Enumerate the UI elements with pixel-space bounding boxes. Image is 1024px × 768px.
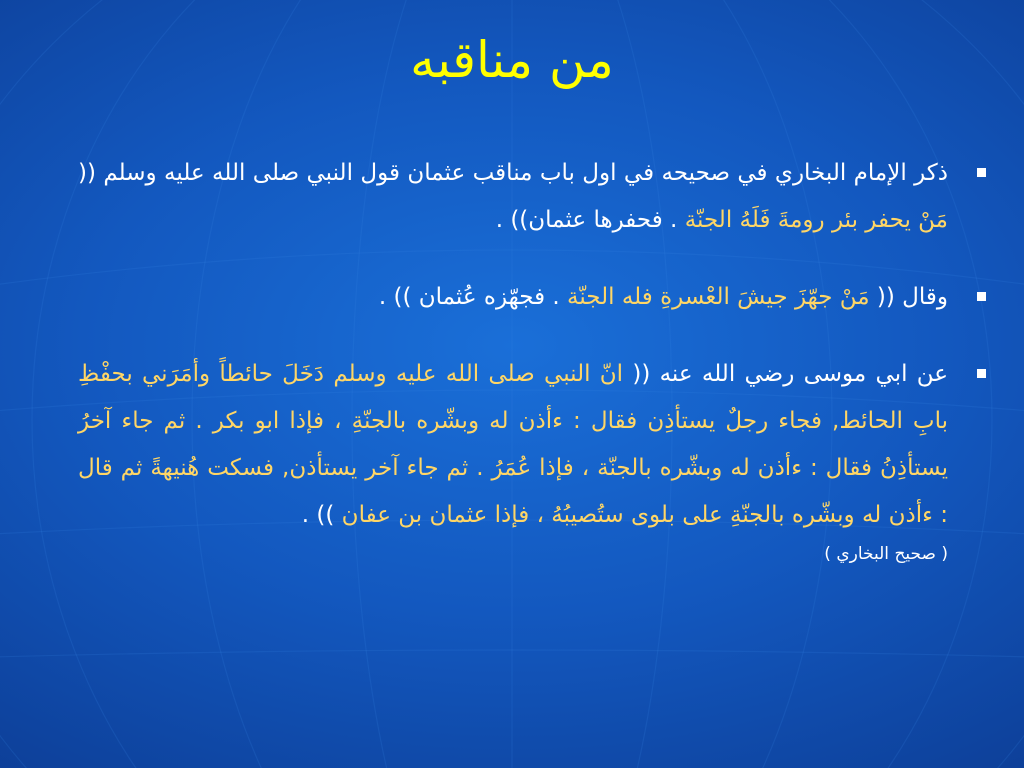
item-text: . فجهّزه عُثمان )) . <box>378 284 568 310</box>
item-text: عن ابي موسى رضي الله عنه (( <box>623 361 948 387</box>
list-item <box>78 274 948 321</box>
slide-title: من مناقبه <box>410 31 614 89</box>
list-item <box>78 150 948 244</box>
hadith-quote: مَنْ يحفر بئر رومةَ فَلَهُ الجنّة <box>684 207 948 233</box>
source-citation: ( صحيح البخاري ) <box>824 544 948 564</box>
item-text: ذكر الإمام البخاري في صحيحه في اول باب مناقب عثمان قول النبي صلى الله عليه وسلم (( <box>78 160 948 186</box>
square-bullet-icon <box>977 369 986 378</box>
list-item <box>78 351 948 569</box>
bullet-list <box>78 150 948 569</box>
square-bullet-icon <box>977 168 986 177</box>
hadith-quote: انّ النبي صلى الله عليه وسلم دَخَلَ حائطاً وأمَرَني بحفْظِ بابِ الحائط, فجاء رجلٌ يستأذِن فقال : ءأذن له وبشّره بالجنّةِ ، فإذا ابو بكر . ثم جاء آخرُ يستأذِنُ فقال : ءأذن له وبشّره بالجنّة ، فإذا عُمَرُ . ثم جاء آخر يستأذن, فسكت هُنيهةً ثم قال : ءأذن له وبشّره بالجنّةِ على بلوى ستُصيبُهُ ، فإذا عثمان بن عفان <box>78 361 948 528</box>
item-text: وقال (( <box>869 284 948 310</box>
square-bullet-icon <box>977 292 986 301</box>
item-text: . فحفرها عثمان)) . <box>495 207 685 233</box>
hadith-quote: مَنْ جهّزَ جيشَ العْسرةِ فله الجنّة <box>567 284 870 310</box>
item-text: )) . <box>301 502 342 528</box>
